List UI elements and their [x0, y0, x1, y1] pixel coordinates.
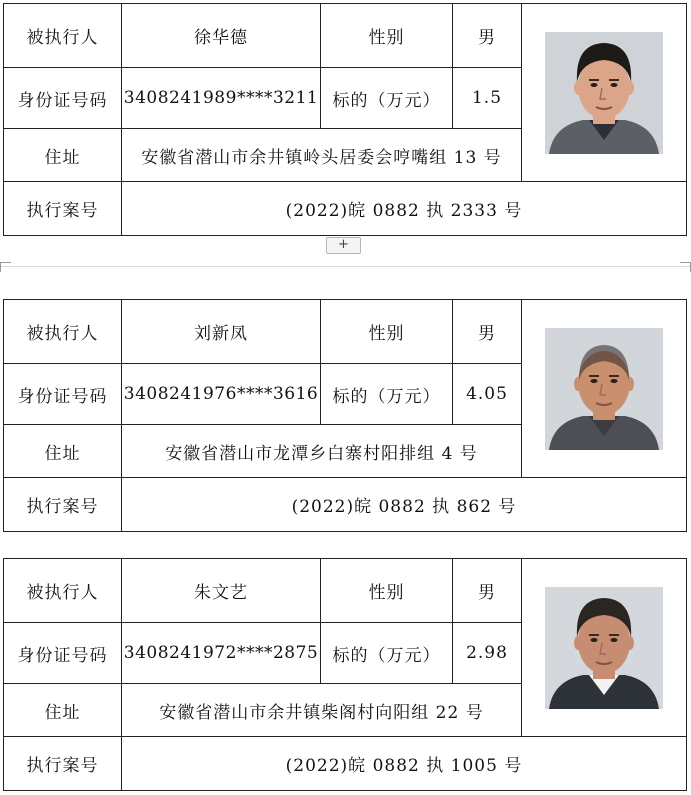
- address-value: 安徽省潜山市余井镇柴阁村向阳组 22 号: [122, 684, 522, 737]
- amount-label: 标的（万元）: [321, 68, 453, 129]
- address-label: 住址: [4, 425, 122, 478]
- amount-value: 4.05: [453, 364, 522, 425]
- gender-label: 性别: [321, 559, 453, 623]
- debtor-record-3: [3, 558, 686, 791]
- case-number-value: (2022)皖 0882 执 2333 号: [122, 182, 687, 236]
- name-value: 刘新凤: [122, 300, 321, 364]
- case-number-label: 执行案号: [4, 182, 122, 236]
- debtor-record-1: [3, 3, 686, 236]
- amount-value: 1.5: [453, 68, 522, 129]
- id-number-value: 3408241972****2875: [122, 623, 321, 684]
- id-number-value: 3408241989****3211: [122, 68, 321, 129]
- person-portrait-icon: [545, 587, 663, 709]
- address-value: 安徽省潜山市龙潭乡白寨村阳排组 4 号: [122, 425, 522, 478]
- photo-cell: [522, 559, 687, 737]
- person-portrait-icon: [545, 328, 663, 450]
- name-label: 被执行人: [4, 300, 122, 364]
- photo-cell: [522, 300, 687, 478]
- id-number-label: 身份证号码: [4, 623, 122, 684]
- case-number-label: 执行案号: [4, 478, 122, 532]
- debtor-record-table: [3, 558, 687, 791]
- table-corner-marker: [0, 262, 1, 272]
- debtor-record-table: [3, 3, 687, 236]
- name-value: 朱文艺: [122, 559, 321, 623]
- case-number-value: (2022)皖 0882 执 1005 号: [122, 737, 687, 791]
- name-value: 徐华德: [122, 4, 321, 68]
- photo-cell: [522, 4, 687, 182]
- amount-label: 标的（万元）: [321, 364, 453, 425]
- amount-label: 标的（万元）: [321, 623, 453, 684]
- debtor-record-2: [3, 299, 686, 532]
- id-number-label: 身份证号码: [4, 364, 122, 425]
- debtor-record-table: [3, 299, 687, 532]
- name-label: 被执行人: [4, 4, 122, 68]
- address-label: 住址: [4, 129, 122, 182]
- id-number-value: 3408241976****3616: [122, 364, 321, 425]
- gender-label: 性别: [321, 300, 453, 364]
- amount-value: 2.98: [453, 623, 522, 684]
- page-break-line: [0, 266, 691, 267]
- address-value: 安徽省潜山市余井镇岭头居委会哼嘴组 13 号: [122, 129, 522, 182]
- gender-value: 男: [453, 559, 522, 623]
- table-corner-marker: [0, 262, 11, 263]
- person-portrait-icon: [545, 32, 663, 154]
- case-number-label: 执行案号: [4, 737, 122, 791]
- case-number-value: (2022)皖 0882 执 862 号: [122, 478, 687, 532]
- gender-value: 男: [453, 4, 522, 68]
- id-number-label: 身份证号码: [4, 68, 122, 129]
- insert-row-button[interactable]: +: [326, 237, 361, 254]
- gender-label: 性别: [321, 4, 453, 68]
- gender-value: 男: [453, 300, 522, 364]
- name-label: 被执行人: [4, 559, 122, 623]
- address-label: 住址: [4, 684, 122, 737]
